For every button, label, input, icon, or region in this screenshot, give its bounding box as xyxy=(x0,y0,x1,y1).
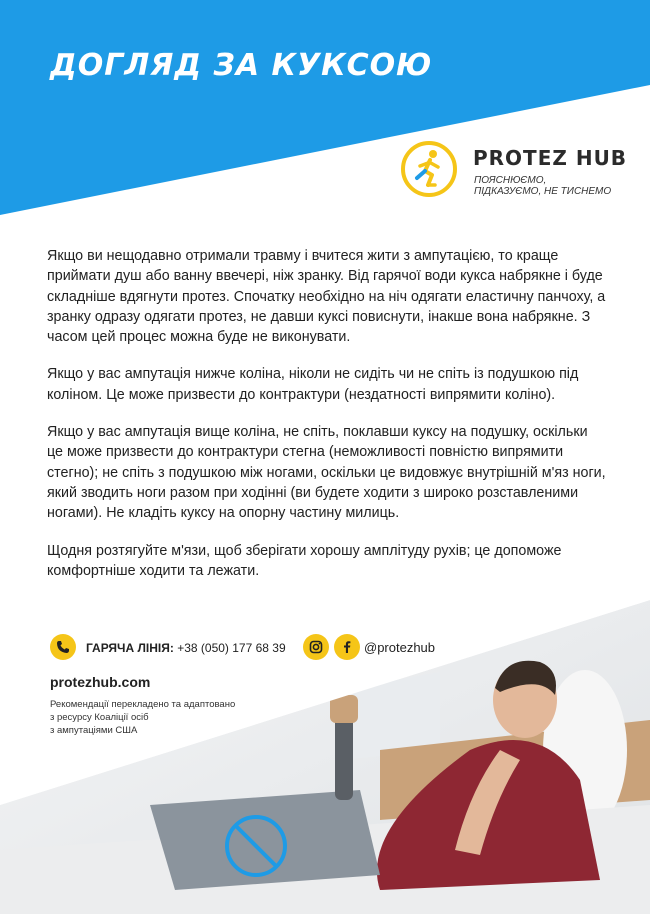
instagram-icon[interactable] xyxy=(303,634,329,660)
paragraph: Якщо ви нещодавно отримали травму і вчитеся жити з ампутацією, то краще приймати душ або ванну ввечері, ніж зранку. Від гарячої води кукса набрякне і буде складніше вдягнути протез. Спочатку необхідно на ніч одягати еластичну панчоху, а зранку одразу одягати протез, не давши куксі повиснути, інакше вона набрякне. З часом цей процес можна буде не виконувати. xyxy=(47,248,606,346)
social-handle[interactable]: @protezhub xyxy=(364,640,436,655)
contacts-bar xyxy=(50,634,470,664)
hotline-label: ГАРЯЧА ЛІНІЯ: xyxy=(86,641,174,655)
paragraph: Щодня розтягуйте м'язи, щоб зберігати хорошу амплітуду рухів; це допоможе комфортніше ходити та лежати. xyxy=(47,542,562,579)
page-title: ДОГЛЯД ЗА КУКСОЮ xyxy=(50,48,433,83)
website-link[interactable]: protezhub.com xyxy=(50,674,151,690)
hotline-number[interactable]: +38 (050) 177 68 39 xyxy=(177,641,286,655)
credit-line: з ресурсу Коаліції осіб xyxy=(50,712,149,723)
credit-note xyxy=(50,698,270,737)
running-figure-icon xyxy=(400,140,458,198)
logo-tagline: ПОЯСНЮЄМО, ПІДКАЗУЄМО, НЕ ТИСНЕМО xyxy=(474,175,612,197)
facebook-icon[interactable] xyxy=(334,634,360,660)
logo-name: PROTEZ HUB xyxy=(473,146,628,170)
article-body xyxy=(47,246,607,598)
hotline xyxy=(86,641,286,655)
paragraph: Якщо у вас ампутація нижче коліна, ніколи не сидіть чи не спіть із подушкою під коліном. Це може призвести до контрактури (нездатності випрямити коліно). xyxy=(47,366,579,403)
logo xyxy=(400,140,628,202)
credit-line: Рекомендації перекладено та адаптовано xyxy=(50,699,236,710)
phone-icon xyxy=(50,634,76,660)
credit-line: з ампутаціями США xyxy=(50,725,138,736)
paragraph: Якщо у вас ампутація вище коліна, не спіть, поклавши куксу на подушку, оскільки це може призвести до контрактури стегна (неможливості повністю випрямити стегно); не спіть з подушкою між ногами, оскільки це видовжує внутрішній м'яз ноги, який зводить ноги разом при ходінні (ви будете ходити з широко розставленими ногами). Не кладіть куксу на опорну частину милиць. xyxy=(47,424,606,522)
